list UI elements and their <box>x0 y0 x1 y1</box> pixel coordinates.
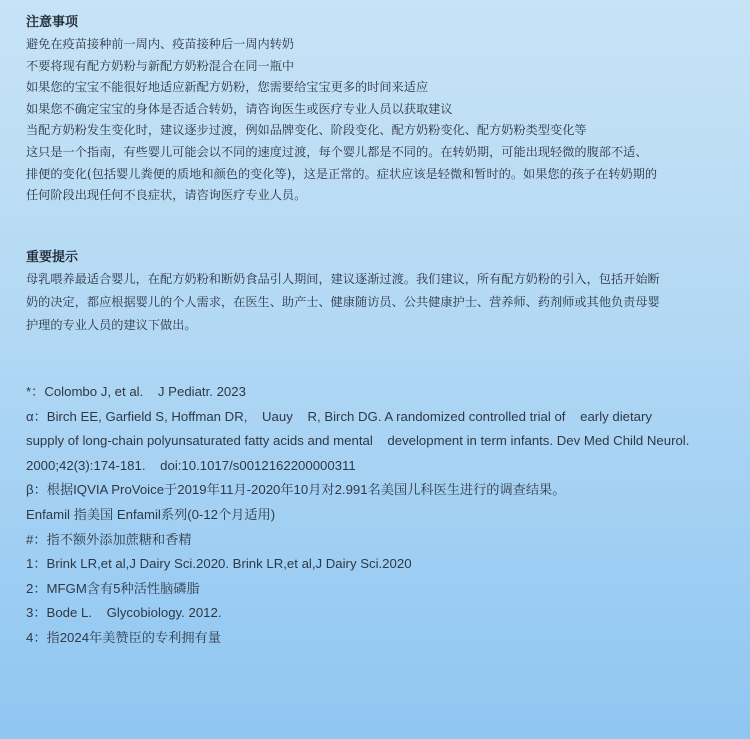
notice-line: 这只是一个指南，有些婴儿可能会以不同的速度过渡，每个婴儿都是不同的。在转奶期，可能出现轻微的腹部不适、 <box>26 144 648 159</box>
notice-line: 避免在疫苗接种前一周内、疫苗接种后一周内转奶 <box>26 37 295 51</box>
important-title: 重要提示 <box>26 250 79 265</box>
important-body <box>26 268 726 337</box>
references-list <box>26 380 726 651</box>
notice-title: 注意事项 <box>26 15 79 30</box>
reference-item: 2：MFGM含有5种活性脑磷脂 <box>26 580 200 596</box>
notice-body <box>26 34 726 207</box>
notice-line: 如果您不确定宝宝的身体是否适合转奶，请咨询医生或医疗专业人员以获取建议 <box>26 101 453 116</box>
notice-line: 任何阶段出现任何不良症状，请咨询医疗专业人员。 <box>26 188 307 203</box>
reference-item: supply of long-chain polyunsaturated fatty acids and mental development in term infants. Dev Med Child Neurol. <box>26 433 690 449</box>
reference-item: Enfamil 指美国 Enfamil系列(0-12个月适用) <box>26 506 276 522</box>
reference-item: 4：指2024年美赞臣的专利拥有量 <box>26 629 221 645</box>
important-line: 奶的决定，都应根据婴儿的个人需求，在医生、助产士、健康随访员、公共健康护士、营养师、药剂师或其他负责母婴 <box>26 295 660 309</box>
reference-item: *：Colombo J, et al. J Pediatr. 2023 <box>26 384 246 399</box>
notice-line: 不要将现有配方奶粉与新配方奶粉混合在同一瓶中 <box>26 58 295 73</box>
notice-line: 排便的变化(包括婴儿粪便的质地和颜色的变化等)，这是正常的。症状应该是轻微和暂时的。如果您的孩子在转奶期的 <box>26 166 658 181</box>
notice-line: 如果您的宝宝不能很好地适应新配方奶粉，您需要给宝宝更多的时间来适应 <box>26 80 429 95</box>
reference-item: 2000;42(3):174-181. doi:10.1017/s0012162200000311 <box>26 457 356 473</box>
reference-item: 3：Bode L. Glycobiology. 2012. <box>26 605 222 621</box>
important-line: 护理的专业人员的建议下做出。 <box>26 318 197 332</box>
reference-item: #：指不额外添加蔗糖和香精 <box>26 531 192 547</box>
reference-item: β：根据IQVIA ProVoice于2019年11月-2020年10月对2.991名美国儿科医生进行的调查结果。 <box>26 482 566 498</box>
important-line: 母乳喂养最适合婴儿，在配方奶粉和断奶食品引人期间，建议逐渐过渡。我们建议，所有配方奶粉的引入，包括开始断 <box>26 272 660 286</box>
reference-item: α：Birch EE, Garfield S, Hoffman DR, Uauy R, Birch DG. A randomized controlled trial of early dietary <box>26 408 652 424</box>
notice-line: 当配方奶粉发生变化时，建议逐步过渡，例如品牌变化、阶段变化、配方奶粉变化、配方奶粉类型变化等 <box>26 123 587 138</box>
reference-item: 1：Brink LR,et al,J Dairy Sci.2020. Brink LR,et al,J Dairy Sci.2020 <box>26 556 412 572</box>
